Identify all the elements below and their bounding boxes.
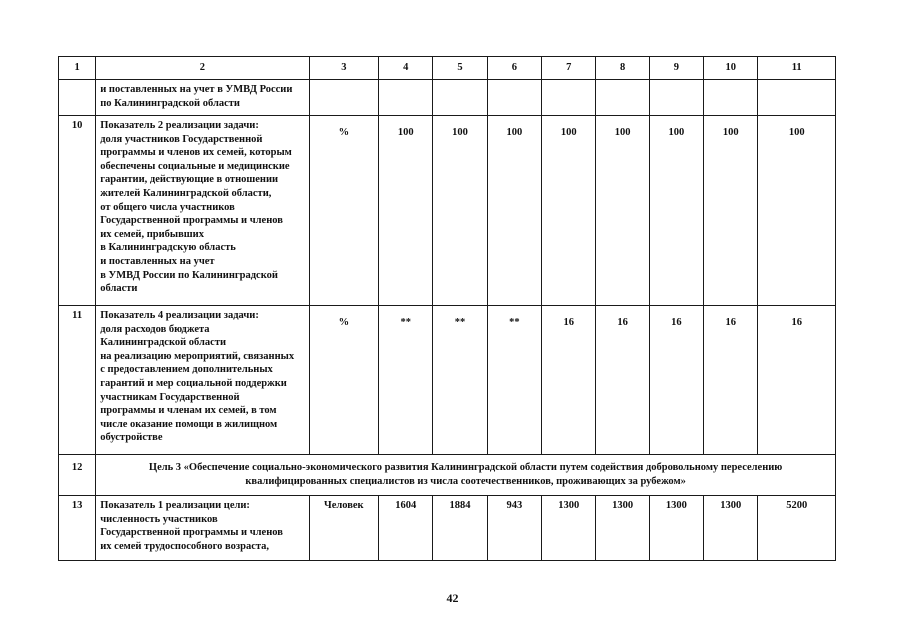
header-cell: 9 [649,57,703,80]
indicator-description-cell [96,306,309,455]
value-cell: 100 [758,116,836,306]
description-line: участникам Государственной [100,391,240,403]
page-number: 42 [446,591,459,605]
description-line: числе оказание помощи в жилищном [100,418,278,430]
description-line: численность участников [100,513,218,525]
row-number-cell: 12 [59,455,96,496]
unit-cell [309,80,378,116]
goal-cell [96,455,836,496]
value-cell: 1300 [649,496,703,561]
description-line: Государственной программы и членов [100,215,283,227]
header-cell: 10 [704,57,758,80]
header-cell: 5 [433,57,487,80]
value-cell [433,80,487,116]
indicator-description-cell [96,80,309,116]
value-cell [487,80,541,116]
value-cell: 943 [487,496,541,561]
value-cell: 16 [596,306,649,455]
table-header-row [59,57,836,80]
value-cell: 100 [379,116,433,306]
description-line: Показатель 4 реализации задачи: [100,310,259,321]
value-cell: 1300 [542,496,596,561]
goal-line: квалифицированных специалистов из числа соотечественников, проживающих за рубежом» [245,476,686,487]
header-cell: 7 [542,57,596,80]
value-cell: 16 [758,306,836,455]
value-cell: 100 [542,116,596,306]
description-line: обеспечены социальные и медицинские [100,160,290,172]
row-number-cell: 10 [59,116,96,306]
description-line: обустройстве [100,432,163,444]
table-row-11 [59,306,836,455]
description-line: гарантий и мер социальной поддержки [100,377,287,389]
description-line: в Калининградскую область [100,242,236,254]
header-cell: 11 [758,57,836,80]
row-number-cell [59,80,96,116]
table-row-13 [59,496,836,561]
value-cell: ** [433,306,487,455]
header-cell: 3 [309,57,378,80]
description-line: Калининградской области [100,337,227,349]
row-number-cell: 13 [59,496,96,561]
description-line: доля расходов бюджета [100,323,210,335]
table-row-continuation [59,80,836,116]
description-line: их семей трудоспособного возраста, [100,540,270,552]
header-cell: 8 [596,57,649,80]
description-line: области [100,283,138,295]
description-line: жителей Калининградской области, [100,187,272,199]
table-row-12 [59,455,836,496]
header-cell: 6 [487,57,541,80]
indicator-description-cell [96,116,309,306]
indicators-table [58,56,836,561]
value-cell: 100 [487,116,541,306]
value-cell [542,80,596,116]
table-row-10 [59,116,836,306]
description-line: с предоставлением дополнительных [100,364,273,376]
value-cell [649,80,703,116]
value-cell [596,80,649,116]
description-line: программы и членам их семей, в том [100,405,277,417]
description-line: их семей, прибывших [100,228,204,240]
value-cell: 100 [649,116,703,306]
value-cell: 100 [433,116,487,306]
description-line: Показатель 1 реализации цели: [100,500,250,511]
header-cell: 1 [59,57,96,80]
value-cell [379,80,433,116]
description-line: Показатель 2 реализации задачи: [100,120,259,131]
value-cell [758,80,836,116]
description-line: и поставленных на учет [100,255,215,267]
description-line: Государственной программы и членов [100,527,283,539]
value-cell: 100 [596,116,649,306]
unit-cell: Человек [309,496,378,561]
goal-line: Цель 3 «Обеспечение социально-экономического развития Калининградской области путем содействия добровольному переселению [148,462,783,474]
value-cell: ** [487,306,541,455]
description-line: на реализацию мероприятий, связанных [100,350,295,362]
header-cell: 4 [379,57,433,80]
unit-cell: % [309,306,378,455]
row-number-cell: 11 [59,306,96,455]
description-line: и поставленных на учет в УМВД России [100,84,293,95]
description-line: от общего числа участников [100,201,235,213]
description-line: гарантии, действующие в отношении [100,174,279,186]
value-cell: 5200 [758,496,836,561]
indicator-description-cell [96,496,309,561]
value-cell: ** [379,306,433,455]
value-cell [704,80,758,116]
header-cell: 2 [96,57,309,80]
value-cell: 16 [649,306,703,455]
value-cell: 100 [704,116,758,306]
value-cell: 1884 [433,496,487,561]
description-line: доля участников Государственной [100,133,263,145]
description-line: в УМВД России по Калининградской [100,269,278,281]
value-cell: 1300 [596,496,649,561]
value-cell: 16 [542,306,596,455]
description-line: по Калининградской области [100,97,240,109]
value-cell: 1300 [704,496,758,561]
value-cell: 16 [704,306,758,455]
description-line: программы и членов их семей, которым [100,147,292,159]
unit-cell: % [309,116,378,306]
value-cell: 1604 [379,496,433,561]
